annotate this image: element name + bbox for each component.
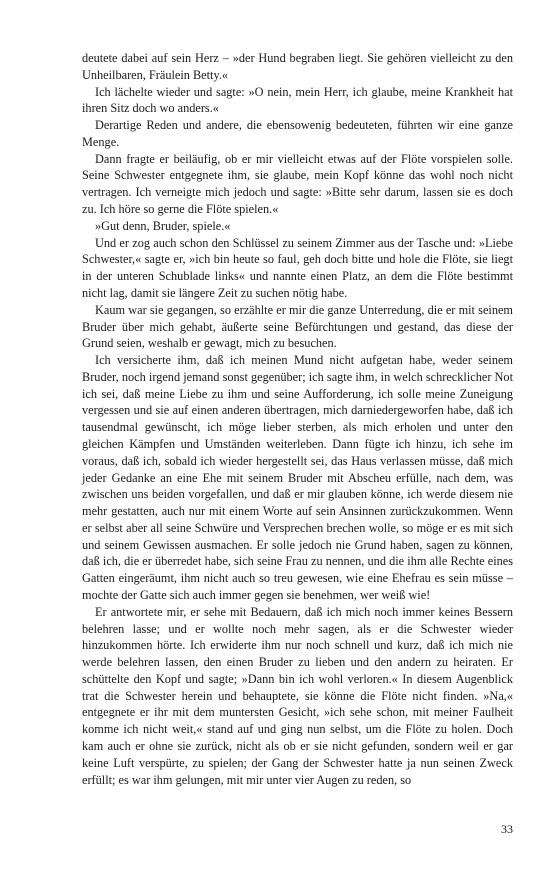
paragraph: deutete dabei auf sein Herz – »der Hund begraben liegt. Sie gehören vielleicht zu den Unheilbaren, Fräulein Betty.«	[82, 51, 513, 82]
page-number: 33	[501, 822, 513, 836]
paragraph: Ich versicherte ihm, daß ich meinen Mund nicht aufgetan habe, weder seinem Bruder, noch irgend jemand sonst gegenüber; ich sagte ihm, in welch schrecklicher Not ich sei, daß meine Liebe zu ihm und seine Aufforderung, ich solle meine Zuneigung vergessen und sie auf einen anderen übertragen, mich darniedergeworfen habe, daß ich tausendmal gewünscht, ich möge lieber sterben, als mich erholen und unter den gleichen Kämpfen und Umständen weiterleben. Dann fügte ich hinzu, ich sehe im voraus, daß ich, sobald ich wieder hergestellt sei, das Haus verlassen müsse, daß mich jeder Gedanke an eine Ehe mit seinem Bruder mit Abscheu erfülle, nach dem, was zwischen uns beiden vorgefallen, und daß er mir glauben könne, ich werde diesem nie mehr gestatten, auch nur mit einem Worte auf sein Ansinnen zurückzukommen. Wenn er selbst aber all seine Schwüre und Versprechen brechen wolle, so möge er es mit sich und seinem Gewissen ausmachen. Er solle jedoch nie Grund haben, sagen zu können, daß ich, die er überredet habe, sich seine Frau zu nennen, und die ihm alle Rechte eines Gatten eingeräumt, ihm nicht auch so treu gewesen, wie eine Ehefrau es sein müsse – mochte der Gatte sich auch immer gegen sie benehmen, wer weiß wie!	[82, 353, 513, 602]
body-text	[82, 50, 513, 788]
paragraph: Kaum war sie gegangen, so erzählte er mir die ganze Unterredung, die er mit seinem Bruder über mich gehabt, äußerte seine Befürchtungen und gestand, das diese der Grund seien, weshalb er gewagt, mich zu besuchen.	[82, 302, 513, 351]
paragraph: »Gut denn, Bruder, spiele.«	[95, 218, 231, 233]
paragraph: Ich lächelte wieder und sagte: »O nein, mein Herr, ich glaube, meine Krankheit hat ihren Sitz doch wo anders.«	[82, 84, 513, 116]
paragraph: Derartige Reden und andere, die ebensowenig bedeuteten, führten wir eine ganze Menge.	[82, 118, 513, 149]
paragraph: Und er zog auch schon den Schlüssel zu seinem Zimmer aus der Tasche und: »Liebe Schwester,« sagte er, »ich bin heute so faul, geh doch bitte und hole die Flöte, sie liegt in der unteren Schublade links« und nannte einen Platz, an dem die Flöte bestimmt nicht lag, damit sie längere Zeit zu suchen nötig habe.	[82, 235, 513, 300]
paragraph: Dann fragte er beiläufig, ob er mir vielleicht etwas auf der Flöte vorspielen solle. Seine Schwester entgegnete ihm, sie glaube, mein Kopf könne das wohl noch nicht vertragen. Ich verneigte mich jedoch und sagte: »Bitte sehr darum, lassen sie es doch zu. Ich höre so gerne die Flöte spielen.«	[82, 151, 513, 217]
paragraph: Er antwortete mir, er sehe mit Bedauern, daß ich mich noch immer keines Bessern belehren lasse; und er wollte noch mehr sagen, als er die Schwester wieder hinzukommen hörte. Ich erwiderte ihm nur noch schnell und kurz, daß ich mich nie werde belehren lassen, den einen Bruder zu lieben und den andern zu heiraten. Er schüttelte den Kopf und sagte; »Dann bin ich wohl verloren.« In diesem Augenblick trat die Schwester herein und behauptete, sie könne die Flöte nicht finden. »Na,« entgegnete er ihr mit dem muntersten Gesicht, »ich sehe schon, mit meiner Faulheit komme ich nicht weit,« stand auf und ging nun selbst, um die Flöte zu holen. Doch kam auch er ohne sie zurück, nicht als ob er sie nicht gefunden, sondern weil er gar keine Luft verspürte, zu spielen; der Gang der Schwester hatte ja nun seinen Zweck erfüllt; es war ihm gelungen, mit mir unter vier Augen zu reden, so	[82, 604, 513, 787]
